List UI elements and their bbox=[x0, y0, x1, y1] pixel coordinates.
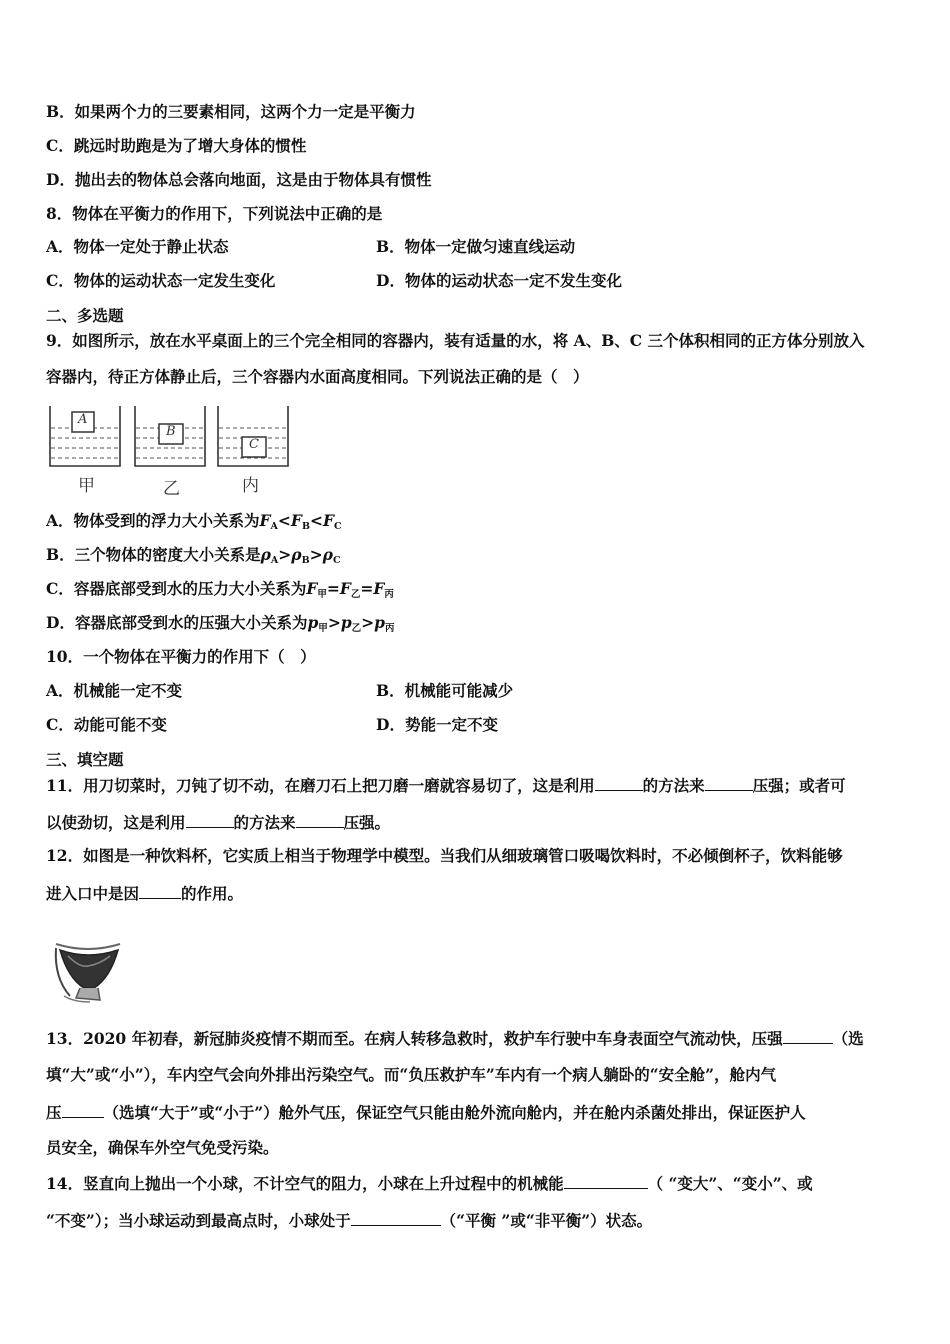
q11-blank-4[interactable] bbox=[296, 812, 344, 828]
q10-stem: 10．一个物体在平衡力的作用下（ ） bbox=[46, 647, 316, 666]
q11-blank-3[interactable] bbox=[186, 812, 234, 828]
q13-line4: 员安全，确保车外空气免受污染。 bbox=[46, 1138, 279, 1157]
q9-option-c: C．容器底部受到水的压力大小关系为$F_甲=F_乙=F_丙$ bbox=[46, 579, 394, 600]
q10-option-a: A．机械能一定不变 bbox=[46, 681, 183, 700]
q9-stem-line2: 容器内，待正方体静止后，三个容器内水面高度相同。下列说法正确的是（ ） bbox=[46, 367, 589, 386]
q14-blank-1[interactable] bbox=[564, 1173, 648, 1189]
block-a-label: A bbox=[78, 412, 88, 427]
section-heading-multiple-choice: 二、多选题 bbox=[46, 306, 124, 325]
q14-line2: “不变”）；当小球运动到最高点时，小球处于 （“平衡 ”或“非平衡”）状态。 bbox=[46, 1211, 653, 1230]
container-label-bing: 内 bbox=[242, 476, 259, 496]
q11-blank-2[interactable] bbox=[705, 775, 753, 791]
q7-option-b: B．如果两个力的三要素相同，这两个力一定是平衡力 bbox=[46, 102, 416, 121]
q12-blank[interactable] bbox=[139, 883, 181, 899]
q10-option-c: C．动能可能不变 bbox=[46, 715, 167, 734]
container-label-jia: 甲 bbox=[78, 476, 95, 496]
q7-option-d: D．抛出去的物体总会落向地面，这是由于物体具有惯性 bbox=[46, 170, 432, 189]
q9-option-a: A．物体受到的浮力大小关系为$F_A<F_B<F_C$ bbox=[46, 511, 342, 532]
q13-line3: 压 （选填“大于”或“小于”）舱外气压，保证空气只能由舱外流向舱内，并在舱内杀菌处排出，保证医护人 bbox=[46, 1103, 806, 1122]
q9-container-figure bbox=[46, 404, 296, 499]
q10-option-d: D．势能一定不变 bbox=[376, 715, 498, 734]
q8-option-a: A．物体一定处于静止状态 bbox=[46, 237, 229, 256]
q9-option-b: B．三个物体的密度大小关系是$\rho_A>\rho_B>\rho_C$ bbox=[46, 545, 341, 566]
container-label-yi: 乙 bbox=[163, 479, 180, 499]
block-b-label: B bbox=[166, 424, 176, 439]
q12-line1: 12．如图是一种饮料杯，它实质上相当于物理学中模型。当我们从细玻璃管口吸喝饮料时，不必倾倒杯子，饮料能够 bbox=[46, 846, 843, 865]
drink-cup-image bbox=[50, 938, 126, 1004]
block-c-label: C bbox=[249, 437, 259, 452]
section-heading-fill-blank: 三、填空题 bbox=[46, 750, 124, 769]
q13-line1: 13．2020 年初春，新冠肺炎疫情不期而至。在病人转移急救时，救护车行驶中车身表面空气流动快，压强 （选 bbox=[46, 1029, 864, 1048]
q9-stem-line1: 9．如图所示，放在水平桌面上的三个完全相同的容器内，装有适量的水，将 A、B、C 三个体积相同的正方体分别放入 bbox=[46, 331, 865, 350]
q8-stem: 8．物体在平衡力的作用下，下列说法中正确的是 bbox=[46, 204, 383, 223]
q11-line2: 以使劲切，这是利用 的方法来 压强。 bbox=[46, 813, 391, 832]
q8-option-d: D．物体的运动状态一定不发生变化 bbox=[376, 271, 622, 290]
q8-option-b: B．物体一定做匀速直线运动 bbox=[376, 237, 576, 256]
q11-blank-1[interactable] bbox=[595, 775, 643, 791]
q10-option-b: B．机械能可能减少 bbox=[376, 681, 514, 700]
q14-line1: 14．竖直向上抛出一个小球，不计空气的阻力，小球在上升过程中的机械能 （ “变大”、“变小”、或 bbox=[46, 1174, 813, 1193]
q11-line1: 11．用刀切菜时，刀钝了切不动，在磨刀石上把刀磨一磨就容易切了，这是利用 的方法来 压强；或者可 bbox=[46, 776, 846, 795]
q7-option-c: C．跳远时助跑是为了增大身体的惯性 bbox=[46, 136, 307, 155]
drink-cup-drawing bbox=[50, 938, 126, 1004]
q14-blank-2[interactable] bbox=[351, 1210, 441, 1226]
q9-option-d: D．容器底部受到水的压强大小关系为$p_甲>p_乙>p_丙$ bbox=[46, 613, 395, 634]
q13-line2: 填“大”或“小”），车内空气会向外排出污染空气。而“负压救护车”车内有一个病人躺卧的“安全舱”，舱内气 bbox=[46, 1065, 777, 1084]
q13-blank-2[interactable] bbox=[62, 1102, 104, 1118]
q13-blank-1[interactable] bbox=[783, 1028, 833, 1044]
q8-option-c: C．物体的运动状态一定发生变化 bbox=[46, 271, 276, 290]
q12-line2: 进入口中是因 的作用。 bbox=[46, 884, 244, 903]
